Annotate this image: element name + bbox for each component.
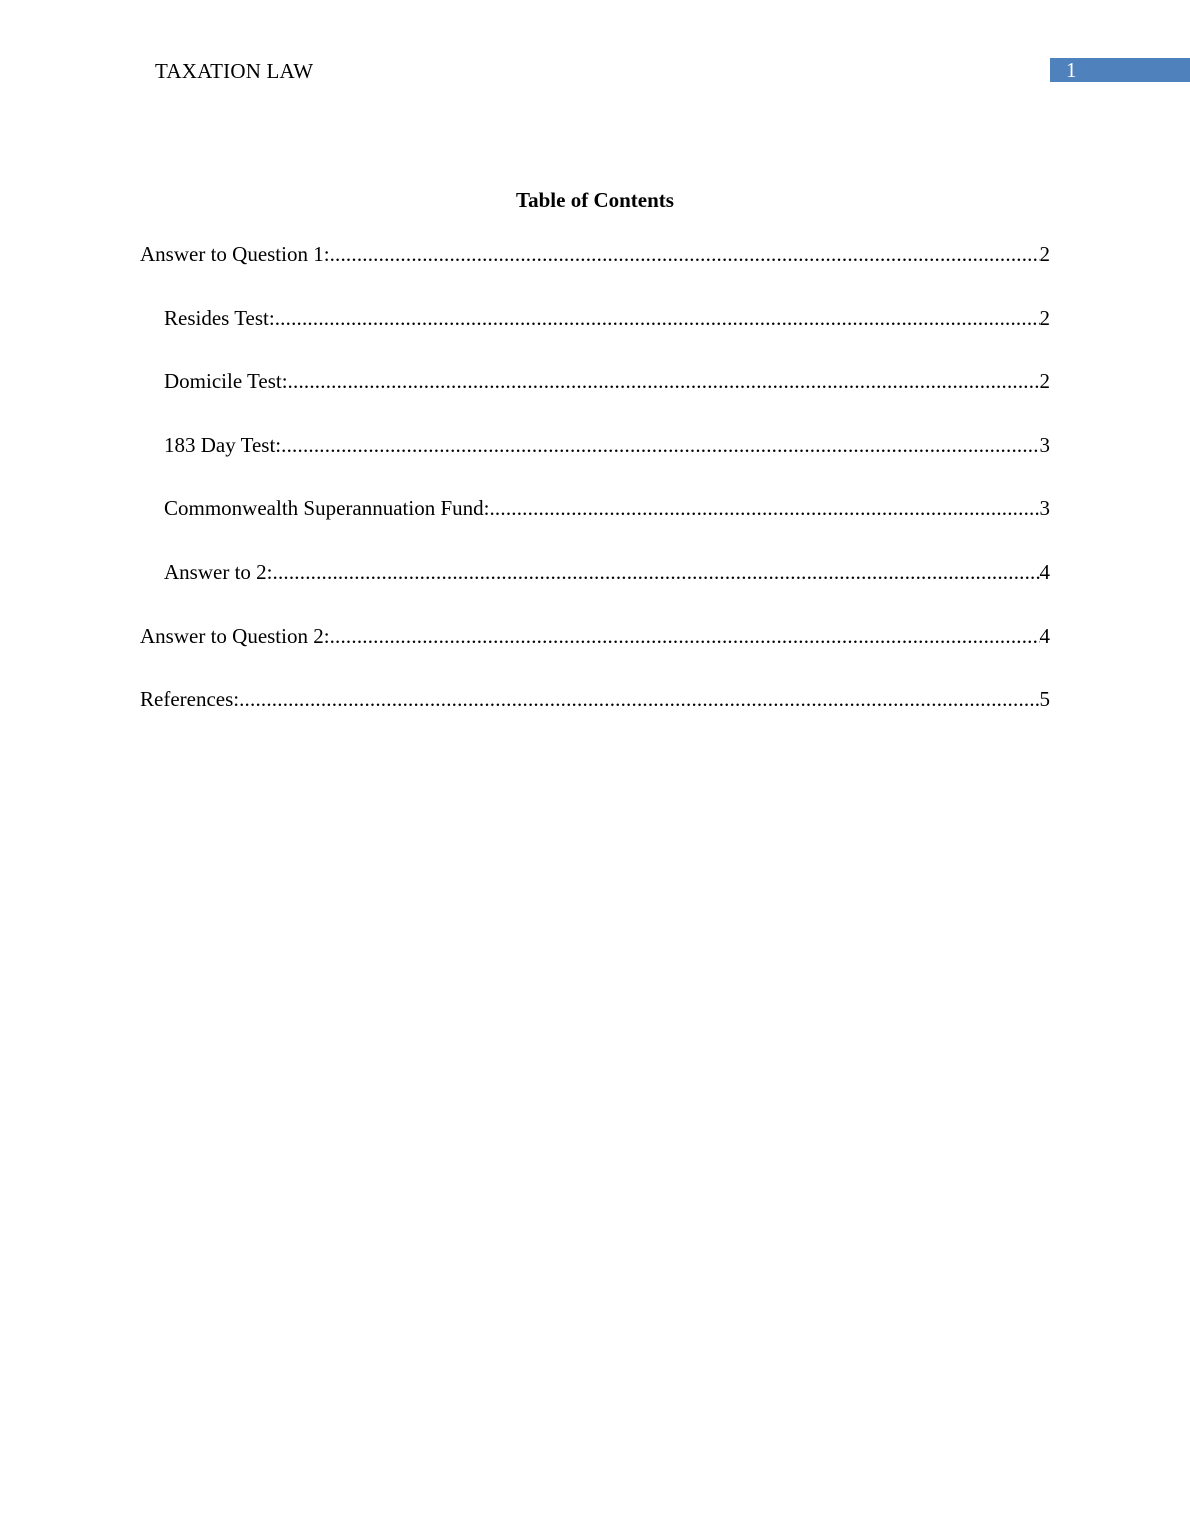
toc-entry-page: 3 xyxy=(1039,496,1050,521)
toc-entry-page: 2 xyxy=(1039,242,1050,266)
table-of-contents xyxy=(140,241,1050,750)
toc-entry-domicile-test[interactable] xyxy=(140,368,1050,432)
toc-entry-page: 4 xyxy=(1039,559,1050,584)
toc-entry-answer-question-1[interactable] xyxy=(140,241,1050,305)
toc-dot-leader xyxy=(275,305,1040,331)
toc-entry-183-day-test[interactable] xyxy=(140,432,1050,496)
toc-dot-leader xyxy=(330,623,1040,649)
toc-entry-page: 4 xyxy=(1039,623,1050,648)
toc-entry-label: References: xyxy=(140,687,240,712)
toc-entry-page: 2 xyxy=(1039,305,1050,330)
toc-dot-leader xyxy=(281,432,1039,458)
toc-entry-label: Commonwealth Superannuation Fund: xyxy=(164,496,490,521)
page-number: 1 xyxy=(1066,58,1077,82)
toc-entry-answer-question-2[interactable] xyxy=(140,623,1050,687)
toc-entry-label: Answer to 2: xyxy=(164,559,273,584)
toc-dot-leader xyxy=(489,495,1039,521)
toc-dot-leader xyxy=(330,241,1040,267)
toc-entry-page: 2 xyxy=(1039,369,1050,394)
running-head: TAXATION LAW xyxy=(155,59,314,83)
toc-entry-label: Domicile Test: xyxy=(164,369,288,394)
toc-title: Table of Contents xyxy=(516,188,674,212)
page-number-box xyxy=(1050,58,1190,82)
toc-dot-leader xyxy=(288,368,1040,394)
toc-entry-label: Answer to Question 2: xyxy=(140,623,330,648)
toc-dot-leader xyxy=(273,559,1040,585)
toc-entry-answer-to-2[interactable] xyxy=(140,559,1050,623)
toc-entry-label: Answer to Question 1: xyxy=(140,242,330,266)
toc-entry-commonwealth-superannuation-fund[interactable] xyxy=(140,495,1050,559)
toc-dot-leader xyxy=(239,686,1039,712)
toc-entry-page: 3 xyxy=(1039,432,1050,457)
toc-entry-label: Resides Test: xyxy=(164,305,275,330)
toc-entry-label: 183 Day Test: xyxy=(164,432,282,457)
toc-entry-references[interactable] xyxy=(140,686,1050,750)
toc-entry-resides-test[interactable] xyxy=(140,305,1050,369)
toc-entry-page: 5 xyxy=(1039,687,1050,712)
